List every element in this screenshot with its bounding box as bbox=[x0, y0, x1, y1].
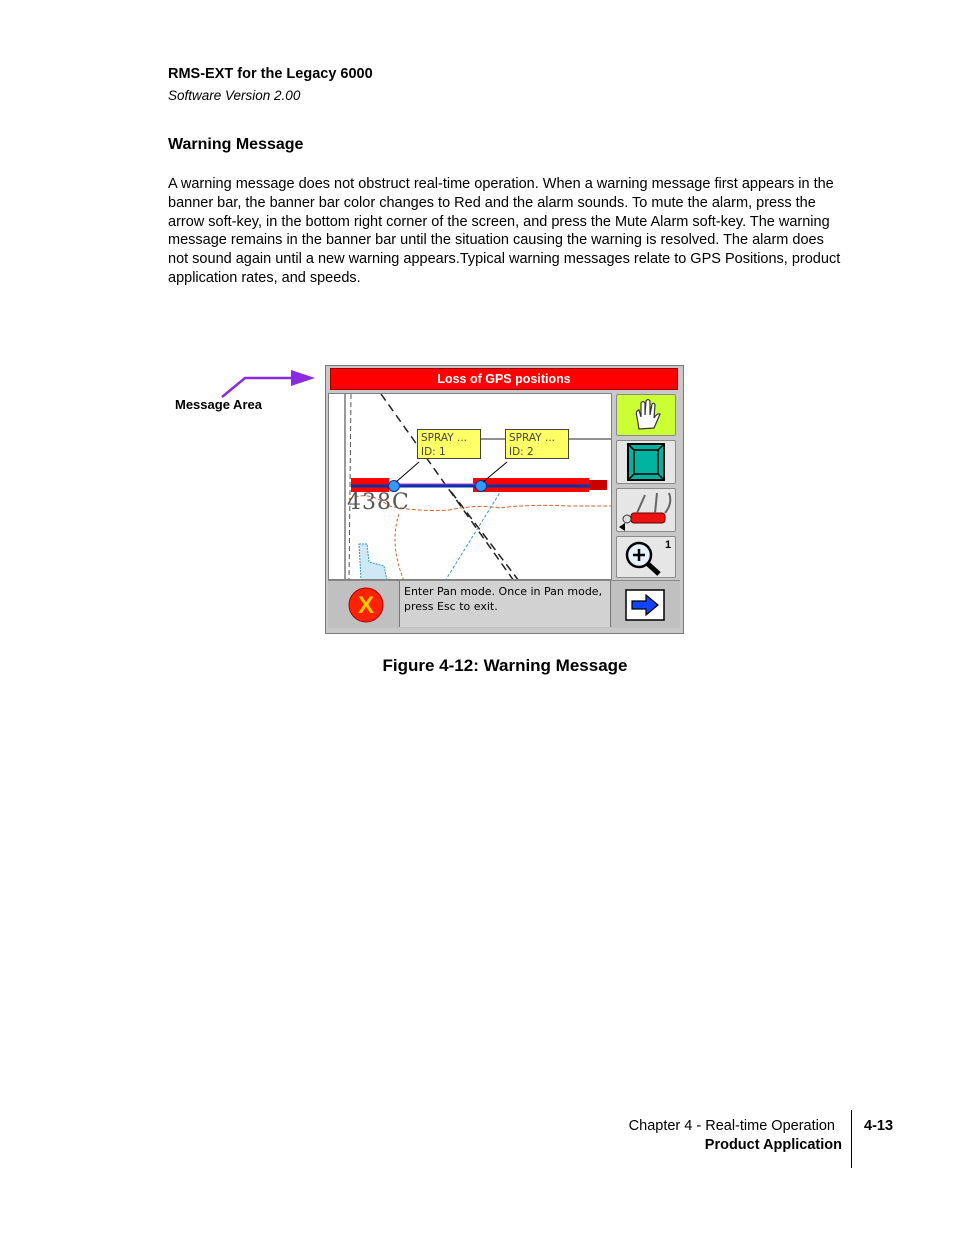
cancel-button[interactable] bbox=[330, 582, 398, 626]
spray-box-1-name: SPRAY ... bbox=[421, 432, 467, 444]
zoom-in-button[interactable] bbox=[616, 536, 676, 578]
message-area-callout-label: Message Area bbox=[175, 397, 262, 412]
map-view[interactable] bbox=[328, 393, 612, 580]
zoom-level: 1 bbox=[665, 539, 672, 551]
pan-hand-button[interactable] bbox=[616, 394, 676, 436]
status-message: Enter Pan mode. Once in Pan mode, press Esc to exit. bbox=[399, 581, 611, 627]
spray-box-2 bbox=[505, 429, 569, 459]
figure-caption: Figure 4-12: Warning Message bbox=[382, 656, 628, 675]
spray-box-1-id: ID: 1 bbox=[421, 446, 446, 458]
spray-box-2-id: ID: 2 bbox=[509, 446, 534, 458]
svg-text:X: X bbox=[357, 592, 375, 619]
page-number: 4-13 bbox=[864, 1118, 894, 1134]
hand-icon bbox=[617, 395, 675, 435]
multitool-icon bbox=[617, 489, 675, 531]
map-drawing bbox=[329, 394, 612, 580]
software-version: Software Version 2.00 bbox=[168, 88, 301, 103]
next-page-button[interactable] bbox=[616, 582, 676, 626]
document-title: RMS-EXT for the Legacy 6000 bbox=[168, 66, 373, 82]
cancel-x-icon bbox=[330, 582, 398, 626]
footer-divider bbox=[851, 1110, 852, 1168]
footer-section: Product Application bbox=[704, 1137, 842, 1153]
spray-box-1 bbox=[417, 429, 481, 459]
next-arrow-icon bbox=[616, 582, 674, 626]
section-heading: Warning Message bbox=[168, 136, 304, 153]
section-body-paragraph: A warning message does not obstruct real-time operation. When a warning message first appears in the banner bar, the banner bar color changes to Red and the alarm sounds. To mute the alarm, press the arrow soft-key, in the bottom right corner of the screen, and press the Mute Alarm soft-key. The warning message remains in the banner bar until the situation causing the warning is resolved. The alarm does not sound again until a new warning appears.Typical warning messages relate to GPS Positions, product application rates, and speeds. bbox=[168, 176, 841, 286]
map-frame-icon bbox=[617, 441, 675, 483]
warning-banner: Loss of GPS positions bbox=[330, 368, 678, 390]
map-extents-button[interactable] bbox=[616, 440, 676, 484]
spray-box-2-name: SPRAY ... bbox=[509, 432, 555, 444]
callout-arrow-icon bbox=[215, 365, 325, 400]
tools-button[interactable] bbox=[616, 488, 676, 532]
footer-chapter: Chapter 4 - Real-time Operation bbox=[628, 1118, 835, 1134]
field-number-label: 438C bbox=[347, 490, 410, 515]
